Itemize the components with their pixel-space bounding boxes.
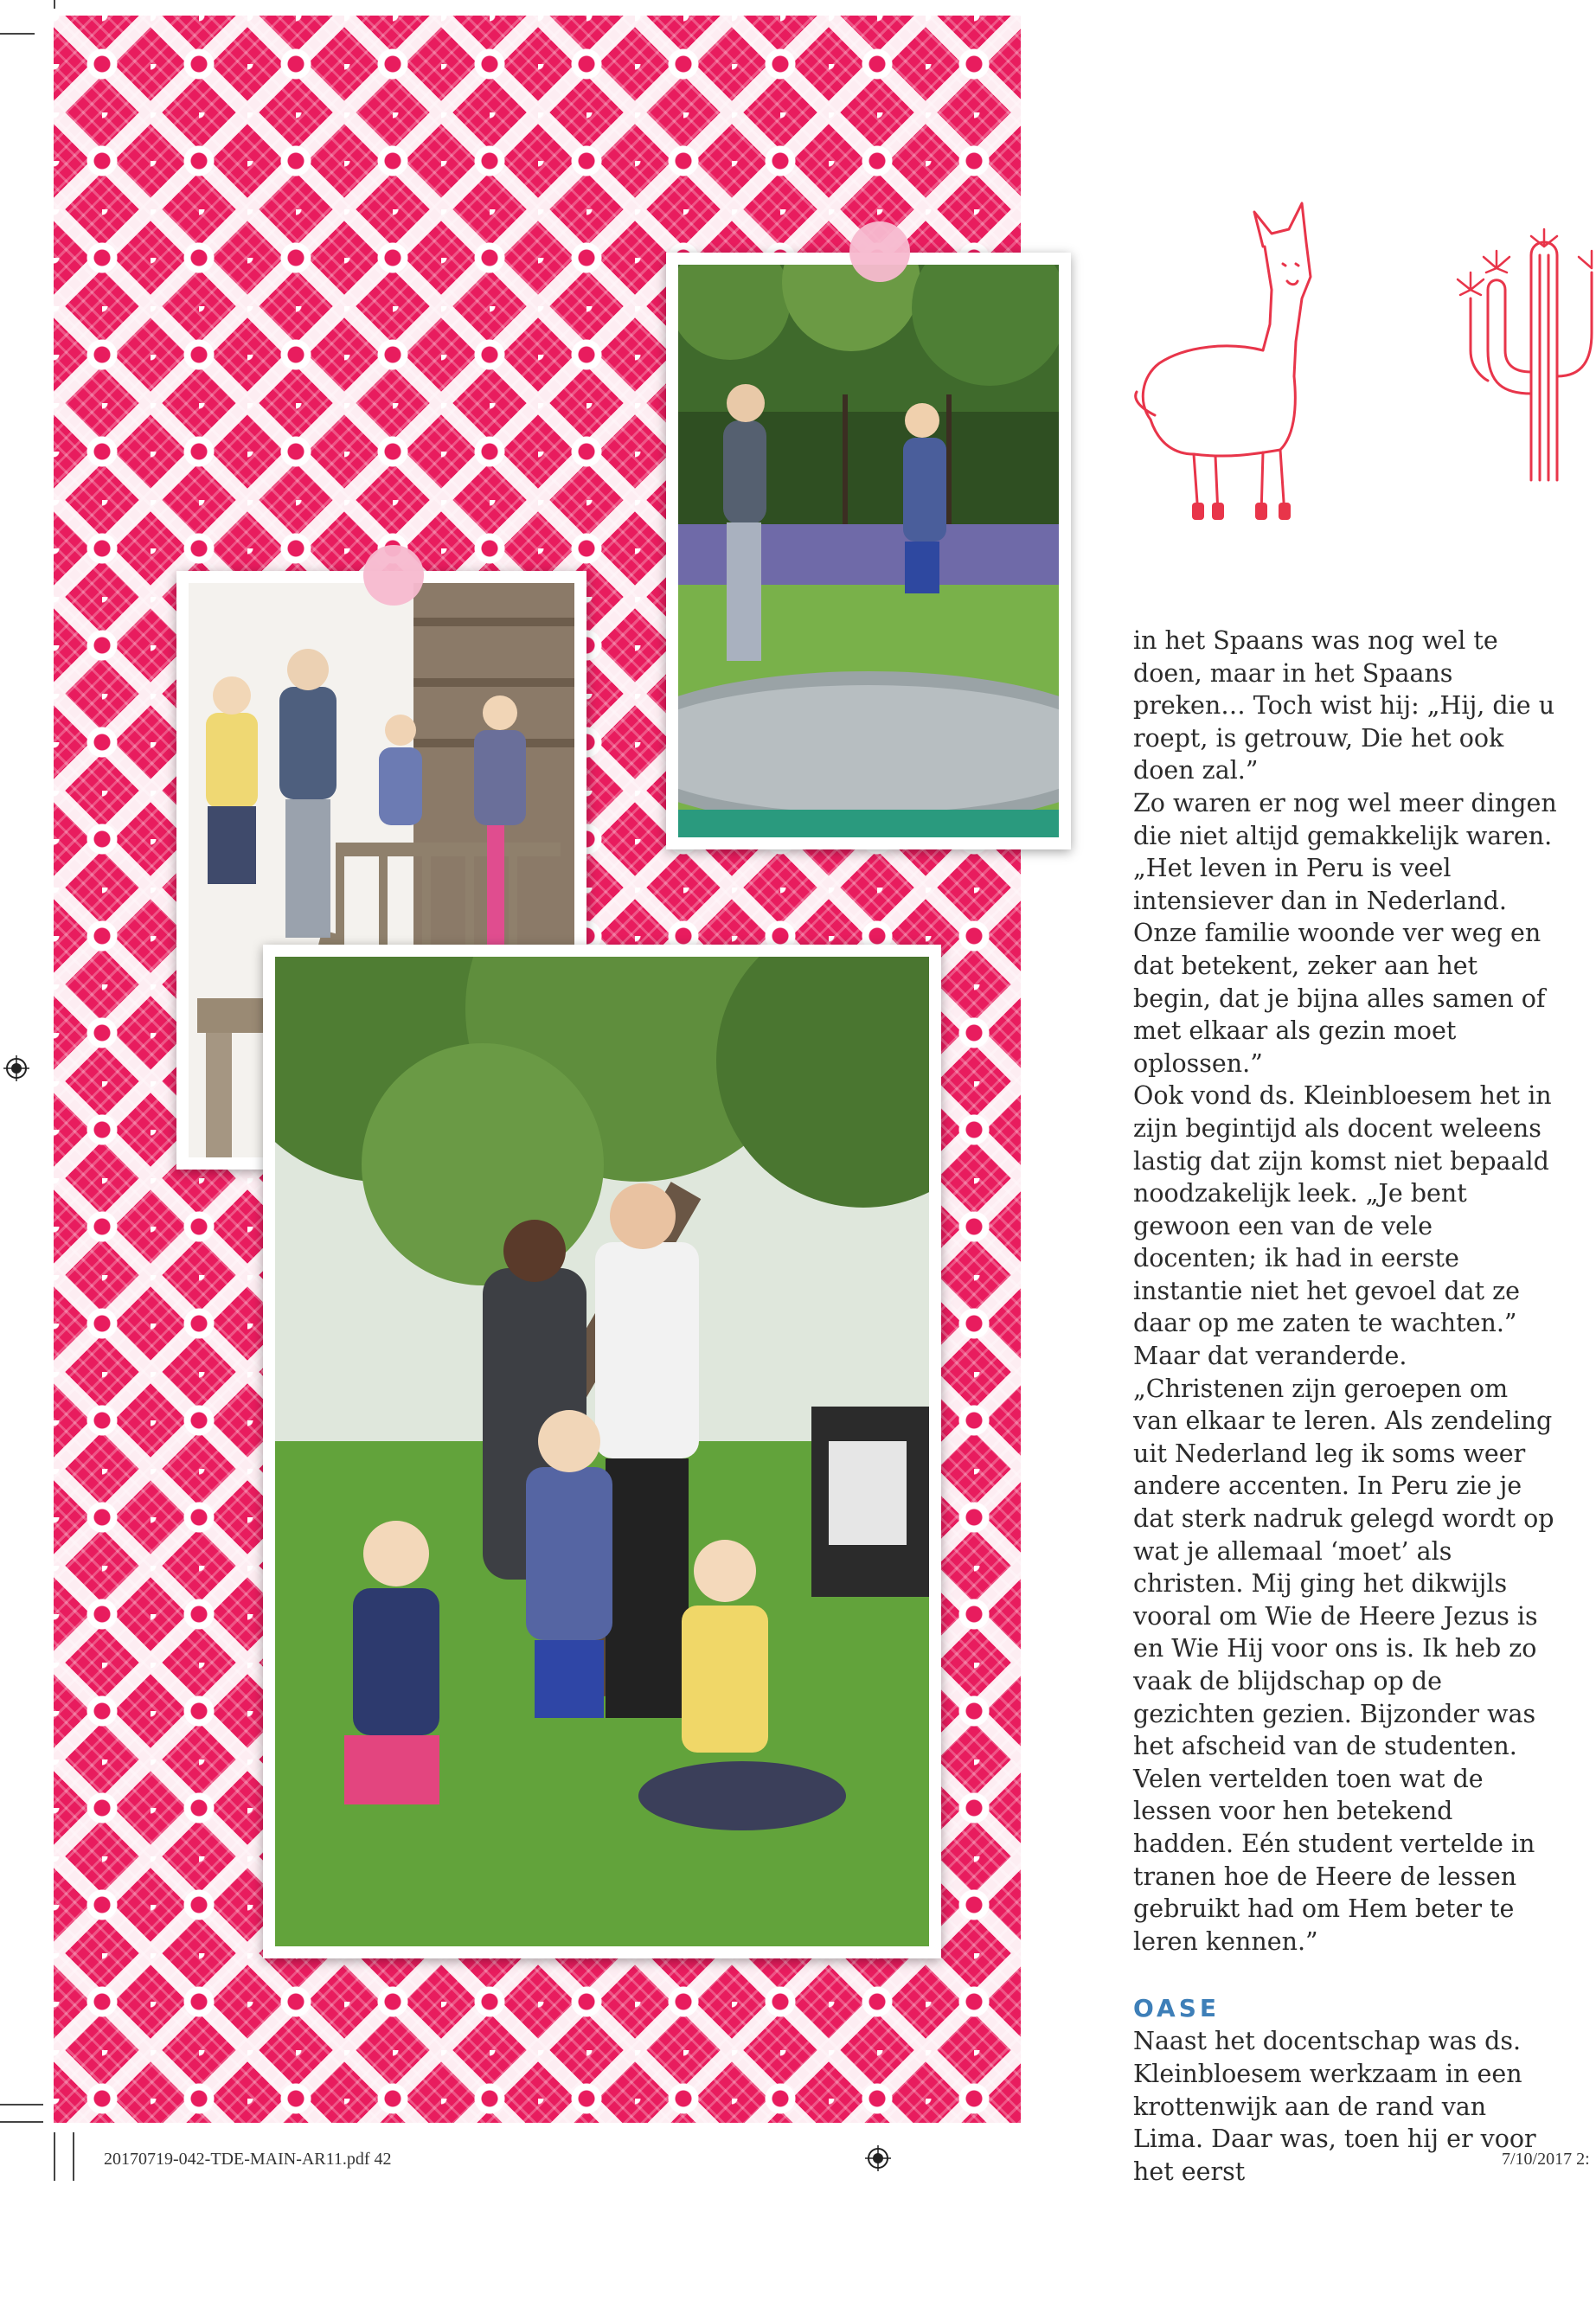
pin-circle-top bbox=[849, 221, 910, 282]
cactus-drawing bbox=[1436, 221, 1596, 497]
photo-trampoline bbox=[666, 253, 1071, 849]
footer-filename: 20170719-042-TDE-MAIN-AR11.pdf 42 bbox=[104, 2150, 392, 2169]
article-paragraph-2: Zo waren er nog wel meer dingen die niet altijd gemakkelijk waren. „Het leven in Peru is veel intensiever dan in Nederland. Onze familie woonde ver weg en dat betekent, zeker aan het begin, dat je bijna alles samen of met elkaar als gezin moet oplossen.” bbox=[1133, 788, 1557, 1078]
llama-drawing bbox=[1125, 195, 1345, 536]
crop-mark-bottom-left-v bbox=[54, 2132, 55, 2181]
article-paragraph-1: in het Spaans was nog wel te doen, maar in het Spaans preken… Toch wist hij: „Hij, die u roept, is getrouw, Die het ook doen zal.” bbox=[1133, 626, 1555, 785]
section-heading: OASE bbox=[1133, 1994, 1221, 2023]
article-paragraph-3: Ook vond ds. Kleinbloesem het in zijn begintijd als docent weleens lastig dat zijn komst niet bepaald noodzakelijk leek. „Je bent gewoon een van de vele docenten; ik had in eerste instantie niet het gevoel dat ze daar op me zaten te wachten.” Maar dat veranderde. „Christenen zijn geroepen om van elkaar te leren. Als zendeling uit Nederland leg ik soms weer andere accenten. In Peru zie je dat sterk nadruk gelegd wordt op wat je allemaal ‘moet’ als christen. Mij ging het dikwijls vooral om Wie de Heere Jezus is en Wie Hij voor ons is. Ik heb zo vaak de blijdschap op de gezichten gezien. Bijzonder was het afscheid van de studenten. Velen vertelden toen wat de lessen voor hen betekend hadden. Eén student vertelde in tranen hoe de Heere de lessen gebruikt had om Hem beter te leren kennen.” bbox=[1133, 1081, 1554, 1956]
footer-date: 7/10/2017 2: bbox=[1502, 2150, 1590, 2169]
registration-mark-icon bbox=[3, 1055, 29, 1081]
pin-circle-middle bbox=[363, 545, 424, 606]
crop-mark-bottom-left-h bbox=[0, 2104, 43, 2106]
photo-family-image bbox=[275, 957, 929, 1946]
crop-mark-bottom-left-v2 bbox=[73, 2132, 74, 2181]
crop-mark-top-left-h bbox=[0, 33, 35, 35]
registration-mark-icon bbox=[865, 2145, 891, 2171]
article-column bbox=[1133, 625, 1557, 2188]
photo-family bbox=[263, 945, 941, 1958]
photo-trampoline-image bbox=[678, 265, 1059, 837]
crop-mark-top-left-v bbox=[54, 0, 55, 9]
crop-mark-bottom-left-h2 bbox=[0, 2121, 43, 2123]
section-paragraph: Naast het docentschap was ds. Kleinbloesem werkzaam in een krottenwijk aan de rand van Lima. Daar was, toen hij er voor het eerst bbox=[1133, 2027, 1536, 2186]
